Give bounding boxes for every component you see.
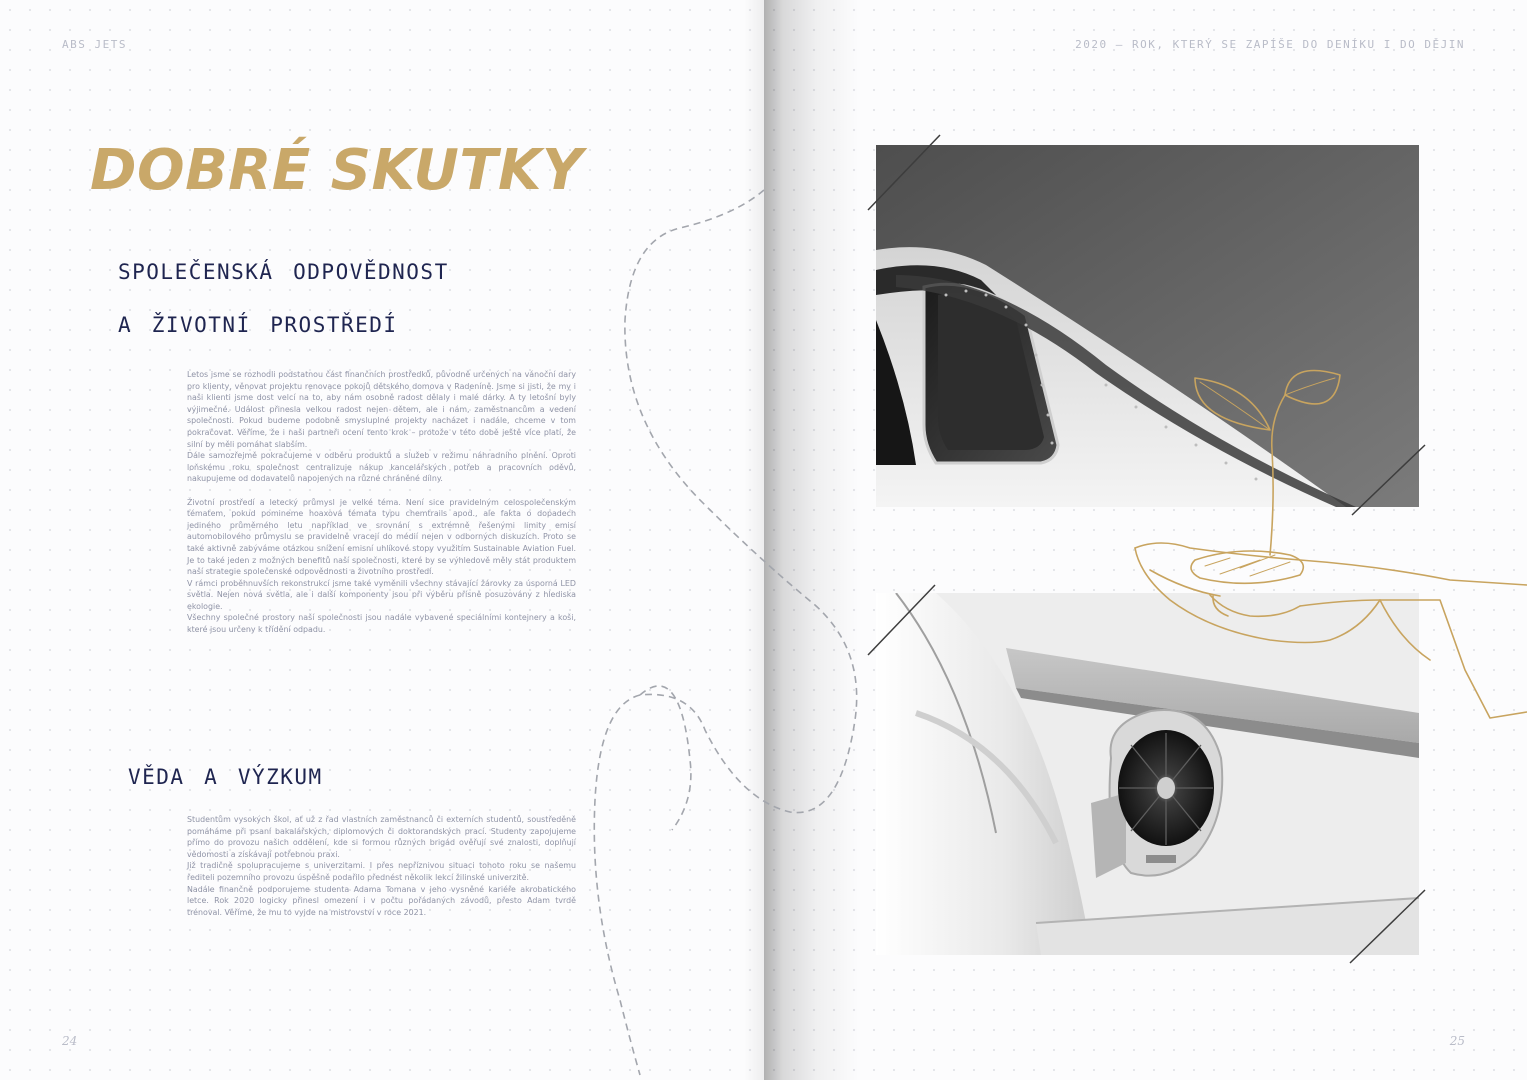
running-head-right: 2020 – ROK, KTERÝ SE ZAPÍŠE DO DENÍKU I DO DĚJIN [1075, 38, 1465, 51]
paragraph: Nadále finančně podporujeme studenta Adama Tomana v jeho vysněné kariéře akrobatického letce. Rok 2020 logicky přinesl omezení i v počtu pořádaných závodů, přesto Adam tvrdě trénoval. Věříme, že mu to vyjde na mistrovství v roce 2021. [187, 884, 576, 917]
section-heading-csr-line2: a životní prostředí [118, 305, 398, 340]
paragraph: Již tradičně spolupracujeme s univerzitami. I přes nepříznivou situaci tohoto roku se našemu řediteli pozemního provozu úspěšně podařilo přednést několik lekcí žilinské univerzitě. [187, 861, 576, 882]
section-heading-csr-line1: společenská odpovědnost [118, 252, 449, 287]
page-number-left: 24 [62, 1034, 78, 1048]
section-body-csr [187, 369, 576, 636]
paragraph: Dále samozřejmě pokračujeme v odběru produktů a služeb v režimu náhradního plnění. Oproti loňskému roku společnost centralizuje nákup kancelářských potřeb a pracovních oděvů, nakupujeme od dodavatelů napojených na různé chráněné dílny. [187, 451, 576, 484]
page-number-right: 25 [1449, 1034, 1465, 1048]
running-head-left: ABS JETS [62, 38, 127, 51]
paragraph: Letos jsme se rozhodli podstatnou část finančních prostředků, původně určených na vánoční dary pro klienty, věnovat projektu renovace pokojů dětského domova v Radeníně. Jsme si jisti, že my i naši klienti jsme dost velcí na to, aby nám osobně radost dělaly i malé dárky. A ty letošní byly výjimečné. Událost přinesla velkou radost nejen dětem, ale i nám, zaměstnancům a vedení společnosti. Pokud budeme podobně smysluplné projekty nacházet i nadále, chceme v tom pokračovat. Věříme, že i naši partneři ocení tento krok – protože v této době ještě více platí, že silní by měli pomáhat slabším. [187, 370, 576, 449]
paragraph: Studentům vysokých škol, ať už z řad vlastních zaměstnanců či externích studentů, soustředěně pomáháme při psaní bakalářských, diplomových či doktorandských prací. Studenty zapojujeme přímo do provozu našich oddělení, kde si formou různých brigád ověřují své znalosti, doplňují vědomosti a získávají potřebnou praxi. [187, 815, 576, 859]
page-title: DOBRÉ SKUTKY [90, 138, 583, 203]
photo-jet-engine [876, 593, 1419, 955]
section-body-research [187, 814, 576, 918]
photo-cockpit-window [876, 145, 1419, 507]
jet-engine-icon [876, 593, 1419, 955]
paragraph: Všechny společné prostory naší společnosti jsou nadále vybavené speciálními kontejnery a koši, které jsou určeny k třídění odpadu. [187, 613, 576, 635]
paragraph: V rámci proběhnuvších rekonstrukcí jsme také vyměnili všechny stávající žárovky za úsporná LED světla. Nejen nová světla, ale i další komponenty jsou při výběru přísně posuzovány z hlediska ekologie. [187, 578, 576, 611]
jet-cockpit-icon [876, 145, 1419, 507]
paragraph: Životní prostředí a letecký průmysl je velké téma. Není sice pravidelným celospolečenským tématem, pokud pomineme hoaxová témata typu chemtrails apod., ale fakta o dopadech jediného průměrného letu například ve srovnání s extrémně řešenými limity emisí automobilového průmyslu se pravidelně vracejí do médií nejen v odborných diskuzích. Proto se také aktivně zabýváme otázkou snížení emisní uhlíkové stopy využitím Sustainable Aviation Fuel. Je to také jeden z možných benefitů naší společnosti, které by se výhledově měly stát produktem naší strategie společenské odpovědnosti a životního prostředí. [187, 497, 576, 577]
section-heading-research: věda a výzkum [128, 757, 323, 792]
